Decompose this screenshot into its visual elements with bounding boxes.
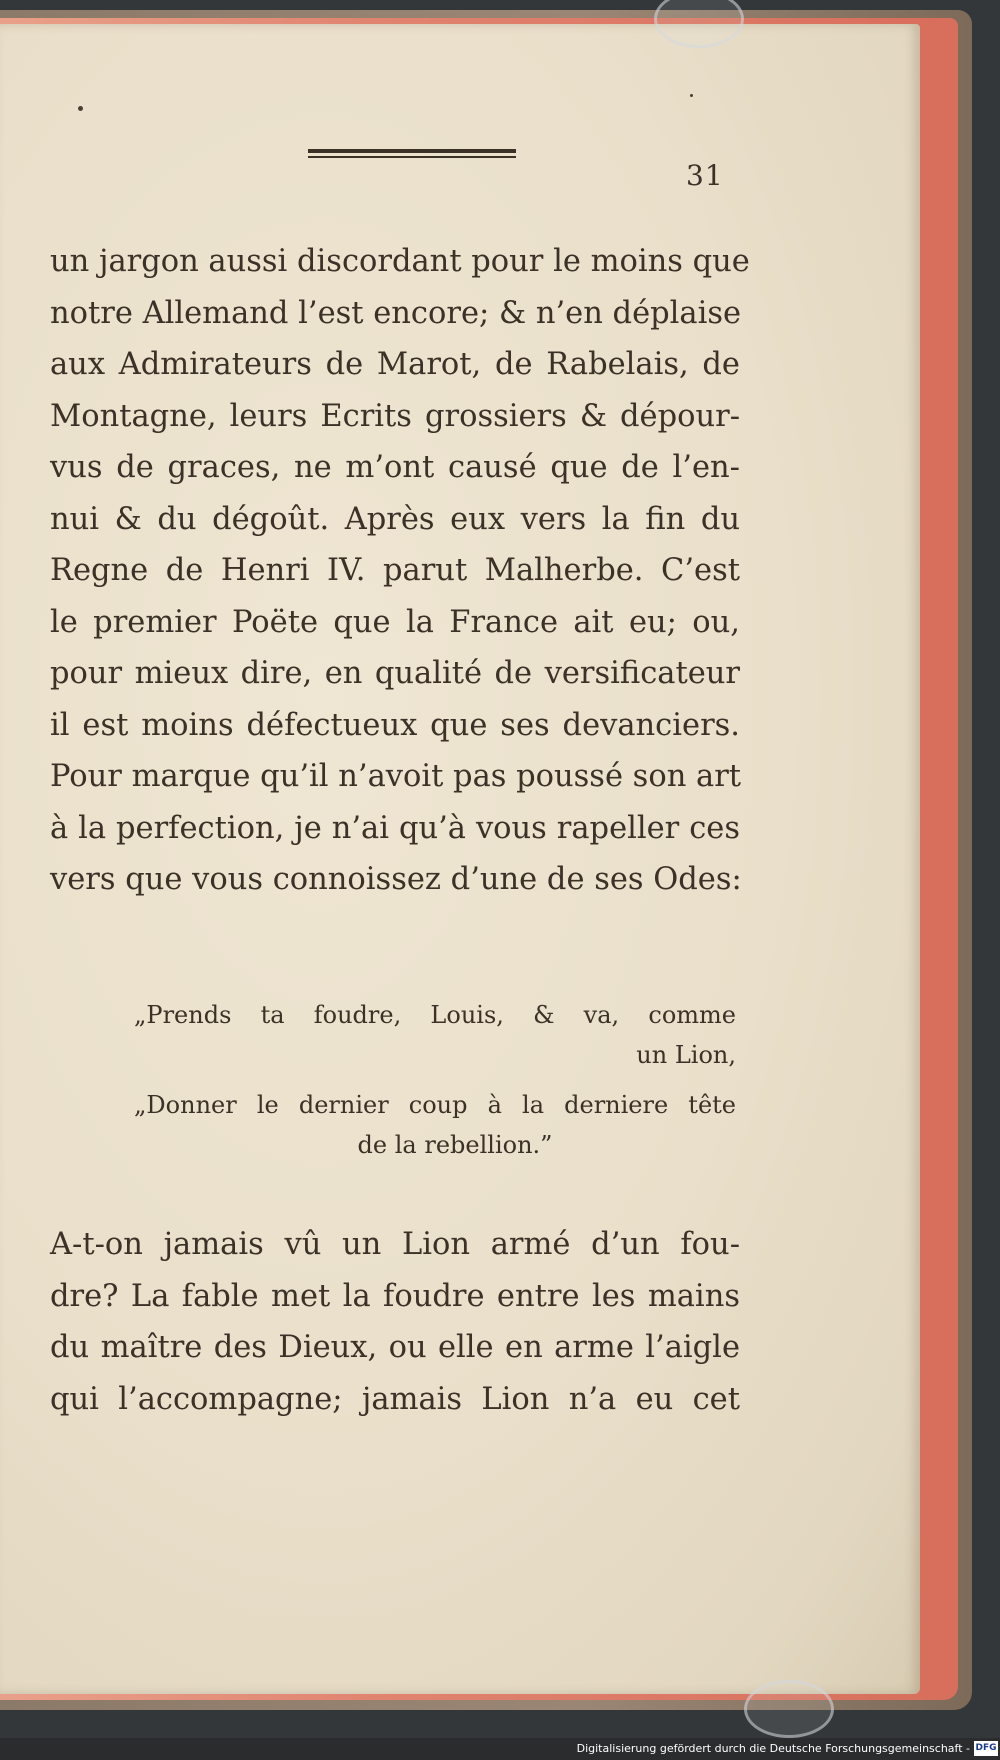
paragraph-1	[50, 236, 750, 906]
verse-line: „Donner le dernier coup à la derniere tête	[134, 1091, 736, 1119]
paper-speck	[78, 106, 83, 111]
text-line: un jargon aussi discordant pour le moins que	[50, 244, 750, 279]
text-line: il est moins défectueux que ses devanciers.	[50, 707, 740, 743]
verse-line: un Lion,	[636, 1041, 736, 1069]
verse-quote	[134, 999, 736, 1169]
text-line: le premier Poëte que la France ait eu; ou,	[50, 604, 740, 640]
text-line: nui & du dégoût. Après eux vers la fin du	[50, 501, 740, 537]
paragraph-2	[50, 1219, 740, 1425]
text-line: du maître des Dieux, ou elle en arme l’aigle	[50, 1330, 740, 1365]
text-line: aux Admirateurs de Marot, de Rabelais, de	[50, 347, 740, 382]
book-page	[0, 24, 920, 1694]
verse-1	[134, 999, 736, 1079]
header-rule	[308, 149, 516, 159]
text-line: pour mieux dire, en qualité de versificateur	[50, 656, 740, 691]
page-clip	[744, 1680, 834, 1738]
verse-line: de la rebellion.”	[357, 1131, 553, 1159]
page-content	[50, 24, 750, 1694]
page-number: 31	[686, 159, 724, 192]
text-line: A-t-on jamais vû un Lion armé d’un fou-	[50, 1227, 740, 1262]
verse-2	[134, 1089, 736, 1169]
text-line: vers que vous connoissez d’une de ses Odes:	[50, 862, 742, 897]
text-line: Pour marque qu’il n’avoit pas poussé son art	[50, 759, 742, 794]
text-line: à la perfection, je n’ai qu’à vous rapeller ces	[50, 810, 740, 846]
text-line: dre? La fable met la foudre entre les mains	[50, 1278, 740, 1314]
verse-line: „Prends ta foudre, Louis, & va, comme	[134, 1001, 736, 1029]
text-line: Montagne, leurs Ecrits grossiers & dépour-	[50, 398, 740, 434]
text-line: Regne de Henri IV. parut Malherbe. C’est	[50, 553, 740, 588]
footer-credit: Digitalisierung gefördert durch die Deutsche Forschungsgemeinschaft -	[576, 1742, 970, 1755]
text-line: notre Allemand l’est encore; & n’en déplaise	[50, 295, 742, 331]
paper-speck	[690, 94, 693, 97]
dfg-logo: DFG	[974, 1741, 998, 1756]
text-line: vus de graces, ne m’ont causé que de l’en-	[50, 450, 740, 485]
text-line: qui l’accompagne; jamais Lion n’a eu cet	[50, 1381, 740, 1417]
